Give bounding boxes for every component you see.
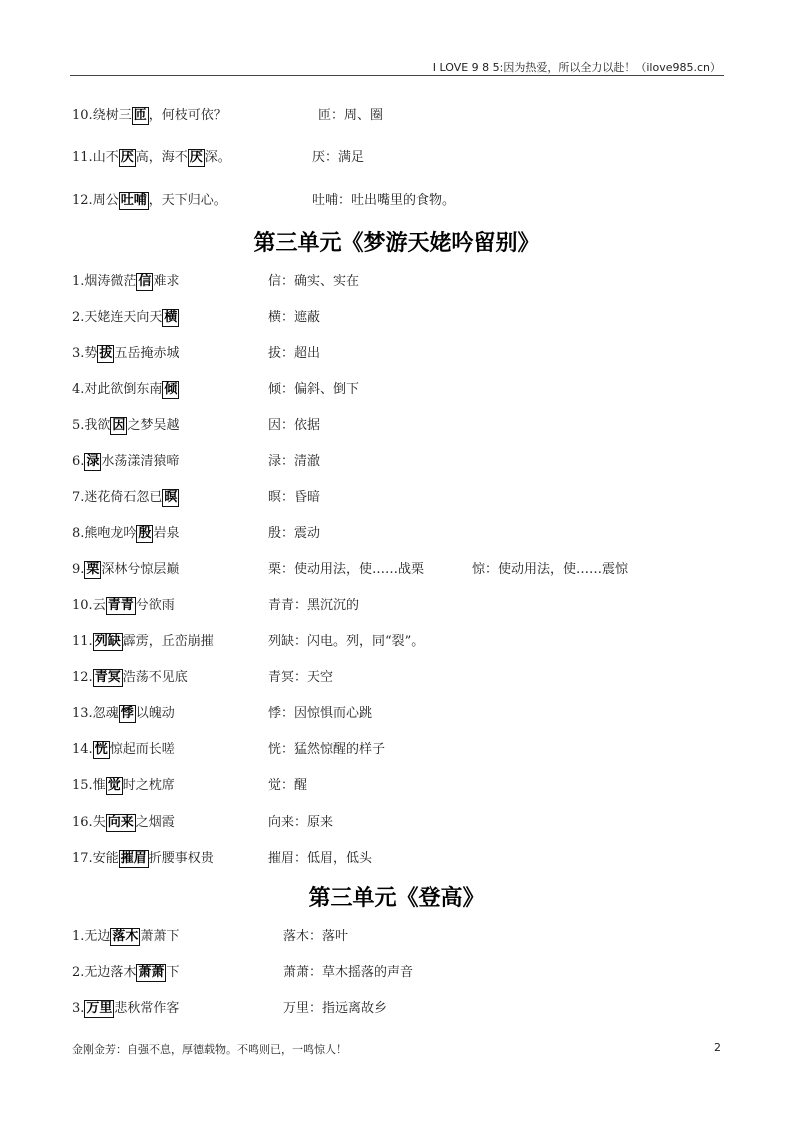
item-text: 安能 <box>92 851 119 866</box>
explanation: 万里：指远离故乡 <box>283 1001 388 1016</box>
list-item <box>72 488 179 508</box>
item-text: 迷花倚石忽已 <box>84 490 163 505</box>
item-text: 深。 <box>204 150 231 165</box>
list-item <box>72 148 231 168</box>
item-text: 兮欲雨 <box>135 598 175 613</box>
item-text: 以魄动 <box>135 706 175 721</box>
highlighted-term: 渌 <box>86 454 100 469</box>
highlighted-term: 列缺 <box>94 634 121 649</box>
item-text: 天姥连天向天 <box>84 310 163 325</box>
highlighted-term: 厌 <box>189 150 203 165</box>
item-text: 之烟霞 <box>135 815 175 830</box>
list-item <box>72 416 179 436</box>
item-text: 水荡漾清猿啼 <box>101 454 180 469</box>
item-text: 失 <box>92 815 106 830</box>
highlighted-term: 向来 <box>107 815 134 830</box>
item-text: 惟 <box>92 778 106 793</box>
item-text: 3. <box>72 1001 85 1016</box>
item-text: 山不 <box>92 150 119 165</box>
item-text: 5. <box>72 418 85 433</box>
item-text: 无边落木 <box>84 965 137 980</box>
item-text: 7. <box>72 490 85 505</box>
highlighted-term: 青冥 <box>94 670 121 685</box>
item-text: 2. <box>72 310 85 325</box>
item-text: 浩荡不见底 <box>122 670 188 685</box>
item-text: 2. <box>72 965 85 980</box>
header-rule <box>70 75 724 76</box>
item-text: 3. <box>72 346 85 361</box>
highlighted-term: 摧眉 <box>120 851 147 866</box>
list-item <box>72 813 175 833</box>
item-text: 周公 <box>92 193 119 208</box>
list-item <box>72 999 179 1019</box>
item-text: 15. <box>72 778 93 793</box>
highlighted-term: 倾 <box>164 382 178 397</box>
explanation: 悸：因惊惧而心跳 <box>268 706 373 721</box>
highlighted-term: 厌 <box>120 150 134 165</box>
item-text: 难求 <box>153 274 180 289</box>
item-text: 1. <box>72 929 85 944</box>
list-item <box>72 272 179 292</box>
explanation: 信：确实、实在 <box>268 274 360 289</box>
highlighted-term: 殷 <box>138 526 152 541</box>
section-title: 第三单元《梦游天姥吟留别》 <box>253 230 540 256</box>
list-item <box>72 740 175 760</box>
highlighted-term: 栗 <box>86 562 100 577</box>
list-item <box>72 668 188 688</box>
list-item <box>72 596 175 616</box>
explanation: 渌：清澈 <box>268 454 321 469</box>
highlighted-term: 万里 <box>86 1001 113 1016</box>
item-text: 时之枕席 <box>122 778 175 793</box>
highlighted-term: 暝 <box>164 490 178 505</box>
highlighted-term: 吐哺 <box>120 193 147 208</box>
list-item <box>72 704 175 724</box>
item-text: 折腰事权贵 <box>148 851 214 866</box>
explanation: 青青：黑沉沉的 <box>268 598 360 613</box>
item-text: 萧萧下 <box>140 929 180 944</box>
list-item <box>72 963 179 983</box>
item-text: 17. <box>72 851 93 866</box>
explanation: 倾：偏斜、倒下 <box>268 382 360 397</box>
highlighted-term: 萧萧 <box>138 965 165 980</box>
item-text: 绕树三 <box>92 108 132 123</box>
item-text: ，天下归心。 <box>148 193 227 208</box>
item-text: 深林兮惊层巅 <box>101 562 180 577</box>
item-text: 势 <box>84 346 98 361</box>
item-text: 11. <box>72 150 93 165</box>
explanation: 横：遮蔽 <box>268 310 321 325</box>
list-item <box>72 776 175 796</box>
highlighted-term: 觉 <box>107 778 121 793</box>
item-text: 12. <box>72 193 93 208</box>
list-item <box>72 380 179 400</box>
explanation: 摧眉：低眉，低头 <box>268 851 373 866</box>
highlighted-term: 信 <box>138 274 152 289</box>
list-item <box>72 308 179 328</box>
highlighted-term: 悸 <box>120 706 134 721</box>
list-item <box>72 927 179 947</box>
item-text: 熊咆龙吟 <box>84 526 137 541</box>
explanation: 暝：昏暗 <box>268 490 321 505</box>
item-text: 14. <box>72 742 93 757</box>
list-item <box>72 106 227 126</box>
item-text: 8. <box>72 526 85 541</box>
list-item <box>72 632 214 652</box>
item-text: 11. <box>72 634 93 649</box>
highlighted-term: 因 <box>112 418 126 433</box>
item-text: 下 <box>166 965 180 980</box>
item-text: 忽魂 <box>92 706 119 721</box>
item-text: 9. <box>72 562 85 577</box>
list-item <box>72 344 179 364</box>
item-text: 13. <box>72 706 93 721</box>
highlighted-term: 恍 <box>94 742 108 757</box>
item-text: 之梦吴越 <box>127 418 180 433</box>
item-text: 岩泉 <box>153 526 180 541</box>
item-text: 无边 <box>84 929 111 944</box>
item-text: 悲秋常作客 <box>114 1001 180 1016</box>
explanation: 因：依据 <box>268 418 321 433</box>
item-text: 16. <box>72 815 93 830</box>
item-text: 五岳掩赤城 <box>114 346 180 361</box>
item-text: 12. <box>72 670 93 685</box>
list-item <box>72 849 214 869</box>
highlighted-term: 匝 <box>133 108 147 123</box>
list-item <box>72 560 179 580</box>
explanation: 吐哺：吐出嘴里的食物。 <box>312 193 456 208</box>
item-text: 烟涛微茫 <box>84 274 137 289</box>
item-text: 10. <box>72 598 93 613</box>
item-text: ，何枝可依？ <box>148 108 227 123</box>
explanation: 恍：猛然惊醒的样子 <box>268 742 386 757</box>
item-text: 惊起而长嗟 <box>109 742 175 757</box>
explanation-secondary: 惊：使动用法，使……震惊 <box>472 562 629 577</box>
page-footer: 金刚金芳：自强不息，厚德载物。不鸣则已，一鸣惊人！ <box>72 1043 347 1056</box>
explanation: 向来：原来 <box>268 815 334 830</box>
section-title: 第三单元《登高》 <box>308 885 485 911</box>
explanation: 厌：满足 <box>312 150 365 165</box>
explanation: 萧萧：草木摇落的声音 <box>283 965 414 980</box>
item-text: 1. <box>72 274 85 289</box>
item-text: 高，海不 <box>135 150 188 165</box>
highlighted-term: 拔 <box>99 346 113 361</box>
item-text: 6. <box>72 454 85 469</box>
item-text: 对此欲倒东南 <box>84 382 163 397</box>
explanation: 拔：超出 <box>268 346 321 361</box>
highlighted-term: 青青 <box>107 598 134 613</box>
highlighted-term: 横 <box>164 310 178 325</box>
explanation: 青冥：天空 <box>268 670 334 685</box>
item-text: 霹雳，丘峦崩摧 <box>122 634 214 649</box>
explanation: 列缺：闪电。列，同“裂”。 <box>268 634 425 649</box>
item-text: 我欲 <box>84 418 111 433</box>
list-item <box>72 524 179 544</box>
item-text: 4. <box>72 382 85 397</box>
item-text: 10. <box>72 108 93 123</box>
page-header: I LOVE 9 8 5:因为热爱，所以全力以赴！（ilove985.cn） <box>432 61 721 74</box>
item-text: 云 <box>92 598 106 613</box>
list-item <box>72 191 227 211</box>
explanation: 落木：落叶 <box>283 929 349 944</box>
page-number: 2 <box>714 1041 721 1054</box>
explanation: 匝：周、圈 <box>318 108 384 123</box>
explanation: 栗：使动用法，使……战栗 <box>268 562 425 577</box>
explanation: 殷：震动 <box>268 526 321 541</box>
explanation: 觉：醒 <box>268 778 308 793</box>
highlighted-term: 落木 <box>112 929 139 944</box>
list-item <box>72 452 179 472</box>
